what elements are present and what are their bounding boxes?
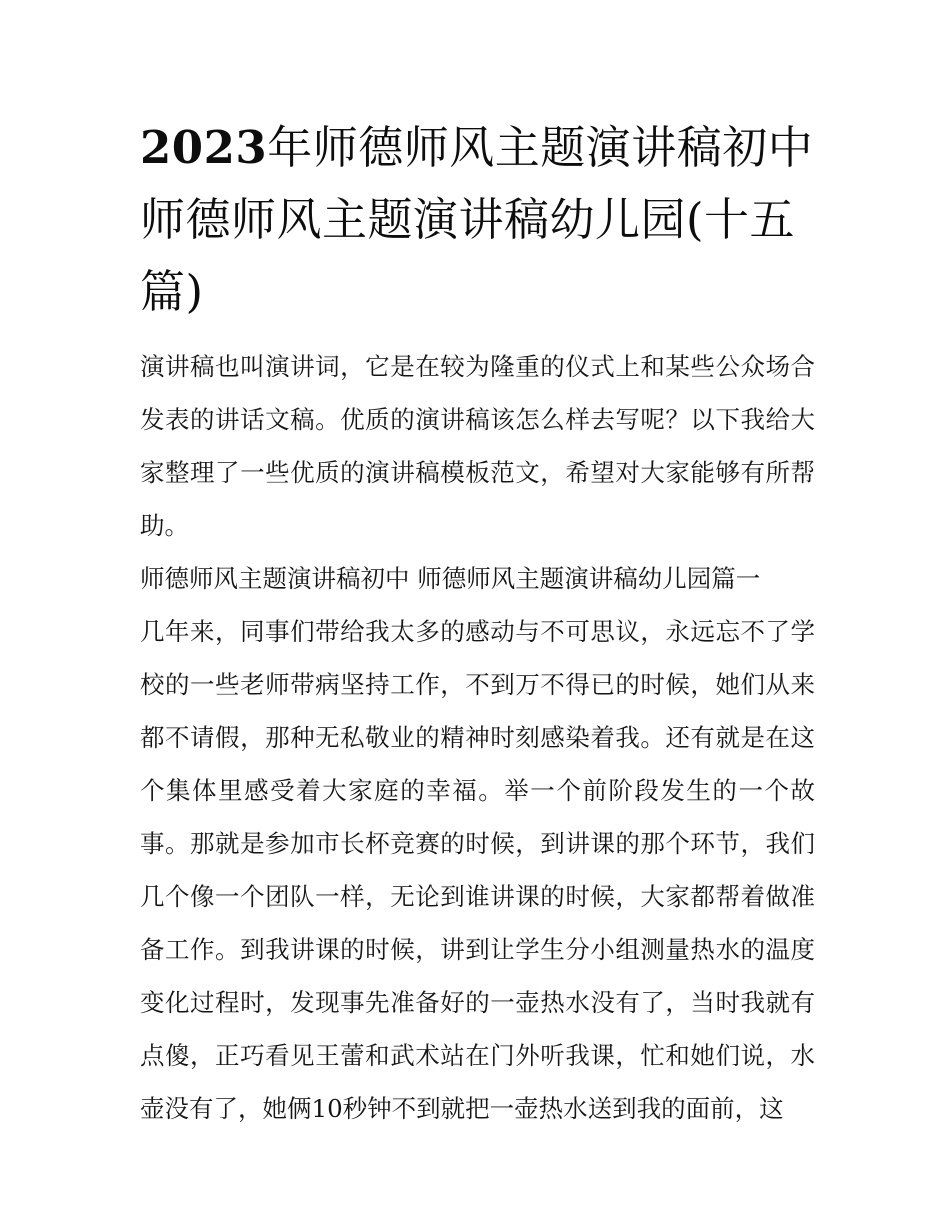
body-paragraph: 几年来，同事们带给我太多的感动与不可思议，永远忘不了学校的一些老师带病坚持工作，不到万不得已的时候，她们从来都不请假，那种无私敬业的精神时刻感染着我。还有就是在这个集体里感受着大家庭的幸福。举一个前阶段发生的一个故事。那就是参加市长杯竞赛的时候，到讲课的那个环节，我们几个像一个团队一样，无论到谁讲课的时候，大家都帮着做准备工作。到我讲课的时候，讲到让学生分小组测量热水的温度变化过程时，发现事先准备好的一壶热水没有了，当时我就有点傻，正巧看见王蕾和武术站在门外听我课，忙和她们说，水壶没有了，她俩10秒钟不到就把一壶热水送到我的面前，这	[140, 617, 815, 1123]
title-year: 2023	[140, 121, 268, 174]
intro-paragraph: 演讲稿也叫演讲词，它是在较为隆重的仪式上和某些公众场合发表的讲话文稿。优质的演讲稿该怎么样去写呢？以下我给大家整理了一些优质的演讲稿模板范文，希望对大家能够有所帮助。	[140, 352, 815, 540]
document-title	[140, 112, 815, 328]
section-heading: 师德师风主题演讲稿初中 师德师风主题演讲稿幼儿园篇一	[140, 564, 761, 593]
document-content	[140, 112, 815, 1135]
title-text: 年师德师风主题演讲稿初中 师德师风主题演讲稿幼儿园(十五篇)	[140, 121, 814, 318]
